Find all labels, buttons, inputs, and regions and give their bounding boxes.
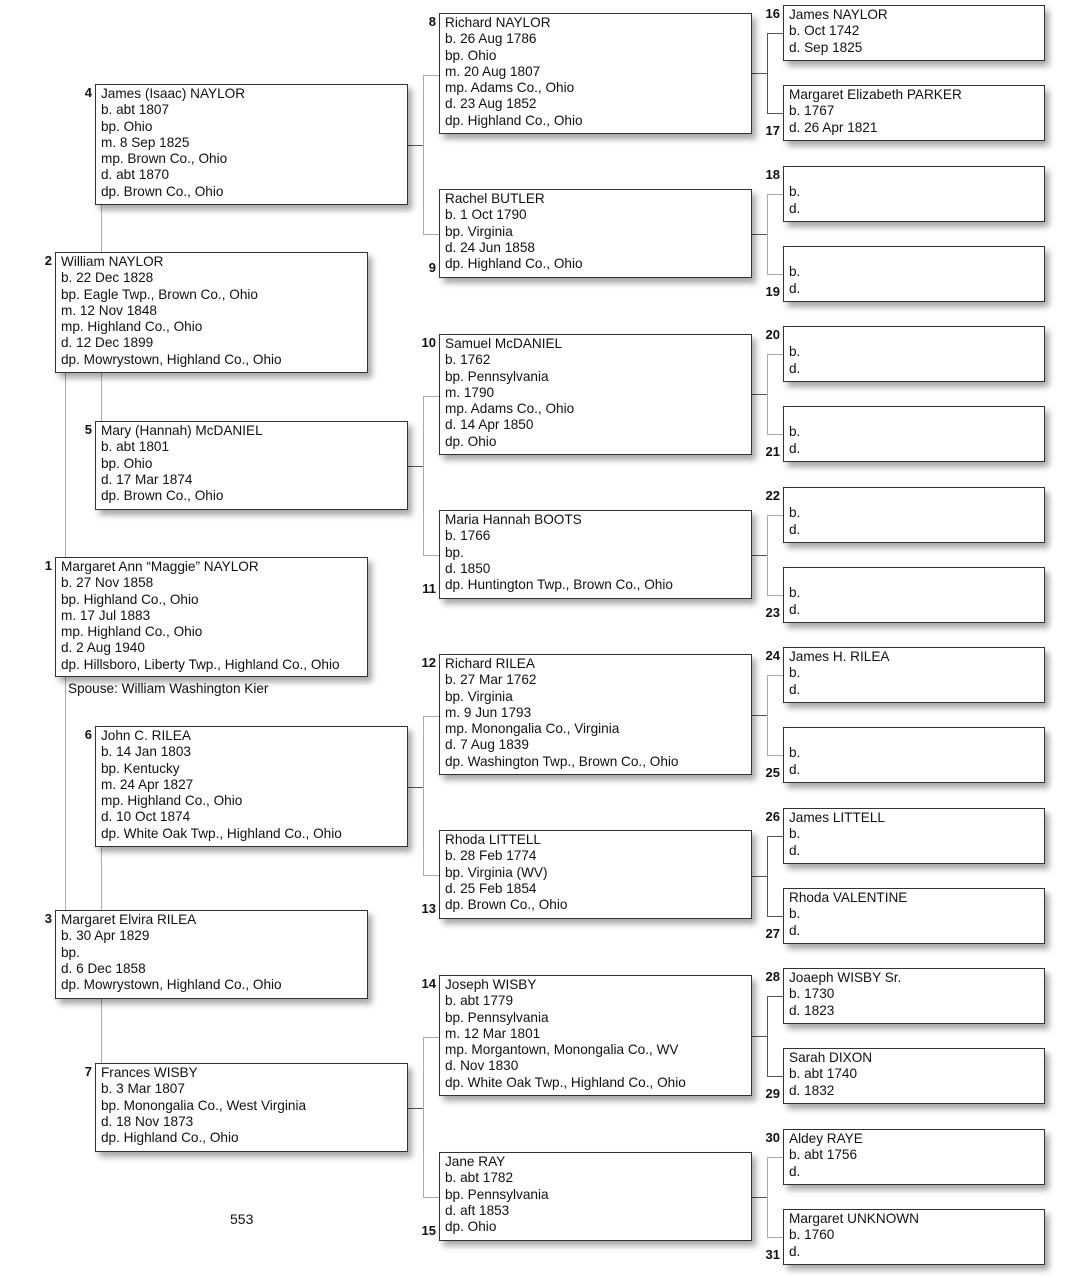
person-detail: mp. Adams Co., Ohio (445, 401, 575, 417)
person-box-24[interactable] (783, 647, 1045, 703)
person-detail: d. 6 Dec 1858 (61, 960, 146, 976)
person-detail: bp. Eagle Twp., Brown Co., Ohio (61, 286, 258, 302)
person-box-29[interactable] (783, 1048, 1045, 1104)
person-detail: b. 1760 (789, 1227, 835, 1243)
person-detail: d. (789, 1243, 801, 1259)
connector-line (767, 836, 768, 916)
person-detail: bp. Ohio (101, 455, 153, 471)
connector-line (752, 394, 767, 395)
person-detail: d. 25 Feb 1854 (445, 880, 537, 896)
person-detail: dp. White Oak Twp., Highland Co., Ohio (445, 1074, 686, 1090)
ahnentafel-number: 8 (428, 14, 436, 29)
person-detail: d. 1823 (789, 1002, 835, 1018)
person-detail: b. abt 1807 (101, 102, 170, 118)
person-name: Joaeph WISBY Sr. (789, 970, 902, 985)
person-detail: b. 1730 (789, 986, 835, 1002)
person-detail: dp. White Oak Twp., Highland Co., Ohio (101, 825, 342, 841)
person-box-8[interactable] (439, 13, 752, 134)
person-name: Margaret Elvira RILEA (61, 912, 197, 927)
person-detail: b. abt 1801 (101, 439, 170, 455)
person-detail: dp. Huntington Twp., Brown Co., Ohio (445, 577, 673, 593)
connector-line (767, 675, 768, 755)
connector-line (767, 194, 768, 274)
person-detail: d. 23 Aug 1852 (445, 96, 537, 112)
connector-line (423, 716, 439, 717)
person-detail: mp. Highland Co., Ohio (61, 624, 203, 640)
person-detail: b. (789, 424, 801, 440)
person-detail: bp. (445, 544, 464, 560)
ahnentafel-number: 4 (84, 85, 92, 100)
person-name: James NAYLOR (789, 7, 888, 22)
person-detail: b. 22 Dec 1828 (61, 270, 154, 286)
person-detail: d. 1832 (789, 1082, 835, 1098)
person-detail: b. 14 Jan 1803 (101, 744, 191, 760)
person-box-26[interactable] (783, 808, 1045, 864)
person-detail: bp. Ohio (101, 118, 153, 134)
person-detail: m. 1790 (445, 384, 495, 400)
person-detail: mp. Monongalia Co., Virginia (445, 721, 620, 737)
person-detail: d. Sep 1825 (789, 39, 863, 55)
connector-line (767, 1157, 768, 1237)
person-box-9[interactable] (439, 189, 752, 278)
person-detail: b. (789, 906, 801, 922)
person-name (789, 489, 1044, 505)
person-box-5[interactable] (95, 421, 408, 510)
person-box-30[interactable] (783, 1129, 1045, 1185)
person-detail: mp. Morgantown, Monongalia Co., WV (445, 1042, 679, 1058)
person-detail: m. 24 Apr 1827 (101, 776, 194, 792)
person-detail: bp. Ohio (445, 47, 497, 63)
person-name: Jane RAY (445, 1154, 506, 1169)
person-name (789, 569, 1044, 585)
person-name (789, 408, 1044, 424)
person-box-15[interactable] (439, 1152, 752, 1241)
person-detail: m. 17 Jul 1883 (61, 607, 151, 623)
connector-line (767, 836, 783, 837)
person-box-23[interactable] (783, 567, 1045, 623)
person-detail: dp. Mowrystown, Highland Co., Ohio (61, 977, 282, 993)
person-detail: d. (789, 601, 801, 617)
person-detail: m. 12 Nov 1848 (61, 302, 157, 318)
person-detail: b. 28 Feb 1774 (445, 848, 537, 864)
connector-line (767, 996, 768, 1076)
ahnentafel-number: 9 (428, 260, 436, 275)
person-detail: mp. Highland Co., Ohio (61, 319, 203, 335)
connector-line (767, 354, 783, 355)
ahnentafel-number: 22 (765, 488, 780, 503)
connector-line (752, 73, 767, 74)
connector-line (767, 33, 783, 34)
person-detail: b. abt 1756 (789, 1147, 858, 1163)
person-detail: b. 27 Mar 1762 (445, 672, 537, 688)
person-detail: dp. Ohio (445, 1219, 497, 1235)
person-detail: d. 7 Aug 1839 (445, 737, 529, 753)
person-box-16[interactable] (783, 5, 1045, 61)
person-detail: mp. Brown Co., Ohio (101, 151, 228, 167)
ahnentafel-number: 26 (765, 809, 780, 824)
ahnentafel-number: 17 (765, 123, 780, 138)
ahnentafel-number: 19 (765, 284, 780, 299)
person-detail: m. 12 Mar 1801 (445, 1025, 541, 1041)
person-name (789, 248, 1044, 264)
connector-line (767, 354, 768, 434)
person-detail: d. (789, 1163, 801, 1179)
person-box-31[interactable] (783, 1209, 1045, 1265)
person-detail: b. abt 1782 (445, 1170, 514, 1186)
person-name: John C. RILEA (101, 728, 191, 743)
person-detail: d. (789, 440, 801, 456)
person-name (789, 729, 1044, 745)
person-detail: d. abt 1870 (101, 167, 170, 183)
connector-line (767, 996, 783, 997)
person-detail: mp. Adams Co., Ohio (445, 80, 575, 96)
person-detail: dp. Mowrystown, Highland Co., Ohio (61, 351, 282, 367)
ahnentafel-number: 31 (765, 1247, 780, 1262)
person-name: Rhoda LITTELL (445, 832, 541, 847)
person-box-21[interactable] (783, 406, 1045, 462)
person-box-13[interactable] (439, 830, 752, 919)
person-box-11[interactable] (439, 510, 752, 599)
connector-line (767, 194, 783, 195)
person-detail: b. 27 Nov 1858 (61, 575, 154, 591)
ahnentafel-number: 1 (44, 558, 52, 573)
ahnentafel-number: 2 (44, 253, 52, 268)
person-detail: bp. Virginia (445, 223, 513, 239)
ahnentafel-number: 11 (422, 581, 436, 596)
connector-line (752, 1197, 767, 1198)
person-detail: d. (789, 681, 801, 697)
ahnentafel-number: 29 (765, 1086, 780, 1101)
connector-line (408, 145, 423, 146)
person-detail: dp. Brown Co., Ohio (101, 183, 224, 199)
person-name: Margaret Ann “Maggie” NAYLOR (61, 559, 259, 574)
person-detail: b. 1767 (789, 103, 835, 119)
person-box-27[interactable] (783, 888, 1045, 944)
person-name: James LITTELL (789, 810, 885, 825)
person-detail: d. (789, 922, 801, 938)
person-detail: d. (789, 761, 801, 777)
person-name (789, 168, 1044, 184)
person-detail: dp. Washington Twp., Brown Co., Ohio (445, 753, 679, 769)
ahnentafel-number: 16 (765, 6, 780, 21)
person-detail: bp. Pennsylvania (445, 1186, 549, 1202)
person-detail: b. Oct 1742 (789, 23, 860, 39)
person-detail: bp. Virginia (445, 688, 513, 704)
person-name: Joseph WISBY (445, 977, 537, 992)
person-detail: dp. Ohio (445, 433, 497, 449)
person-box-18[interactable] (783, 166, 1045, 222)
person-name: Frances WISBY (101, 1065, 198, 1080)
connector-line (767, 515, 768, 595)
person-detail: bp. Monongalia Co., West Virginia (101, 1097, 307, 1113)
connector-line (752, 234, 767, 235)
connector-line (767, 515, 783, 516)
person-detail: b. (789, 264, 801, 280)
person-detail: d. aft 1853 (445, 1202, 510, 1218)
person-detail: b. 3 Mar 1807 (101, 1081, 185, 1097)
person-detail: dp. Brown Co., Ohio (101, 488, 224, 504)
ahnentafel-number: 20 (765, 327, 780, 342)
person-name: Rachel BUTLER (445, 191, 545, 206)
person-box-7[interactable] (95, 1063, 408, 1152)
person-detail: b. (789, 344, 801, 360)
person-detail: b. abt 1779 (445, 993, 514, 1009)
person-detail: m. 8 Sep 1825 (101, 134, 190, 150)
connector-line (767, 595, 783, 596)
ahnentafel-number: 6 (84, 727, 92, 742)
person-detail: bp. Highland Co., Ohio (61, 591, 199, 607)
person-name: James (Isaac) NAYLOR (101, 86, 246, 101)
person-name: Samuel McDANIEL (445, 336, 563, 351)
connector-line (767, 1157, 783, 1158)
person-box-4[interactable] (95, 84, 408, 205)
person-detail: dp. Brown Co., Ohio (445, 897, 568, 913)
person-detail: d. (789, 521, 801, 537)
person-detail: dp. Highland Co., Ohio (101, 1130, 239, 1146)
person-detail: b. (789, 585, 801, 601)
person-detail: d. 26 Apr 1821 (789, 119, 878, 135)
spouse-label: Spouse: William Washington Kier (68, 681, 269, 696)
connector-line (767, 274, 783, 275)
connector-line (423, 1197, 439, 1198)
person-detail: b. (789, 826, 801, 842)
ahnentafel-number: 13 (421, 901, 436, 916)
person-name: James H. RILEA (789, 649, 890, 664)
person-name: Richard NAYLOR (445, 15, 551, 30)
ahnentafel-number: 15 (421, 1223, 436, 1238)
ahnentafel-number: 12 (421, 655, 436, 670)
connector-line (767, 755, 783, 756)
connector-line (423, 1037, 424, 1197)
person-box-22[interactable] (783, 487, 1045, 543)
person-box-1[interactable] (55, 557, 368, 677)
person-detail: bp. Pennsylvania (445, 368, 549, 384)
person-box-10[interactable] (439, 334, 752, 455)
page-number: 553 (230, 1211, 254, 1227)
person-box-20[interactable] (783, 326, 1045, 382)
person-detail: bp. Kentucky (101, 760, 180, 776)
ahnentafel-number: 30 (765, 1130, 780, 1145)
connector-line (752, 1036, 767, 1037)
person-detail: b. 1762 (445, 352, 491, 368)
person-detail: bp. (61, 944, 80, 960)
person-name: Margaret Elizabeth PARKER (789, 87, 962, 102)
person-detail: b. (789, 184, 801, 200)
connector-line (767, 916, 783, 917)
person-detail: bp. Pennsylvania (445, 1009, 549, 1025)
connector-line (423, 75, 424, 234)
person-name: Maria Hannah BOOTS (445, 512, 582, 527)
person-detail: d. (789, 200, 801, 216)
person-detail: m. 9 Jun 1793 (445, 704, 532, 720)
person-detail: d. 1850 (445, 560, 491, 576)
ahnentafel-number: 10 (421, 335, 436, 350)
connector-line (767, 1237, 783, 1238)
connector-line (767, 434, 783, 435)
connector-line (752, 876, 767, 877)
ahnentafel-number: 25 (765, 765, 780, 780)
person-detail: b. 1 Oct 1790 (445, 207, 527, 223)
person-box-14[interactable] (439, 975, 752, 1096)
person-name (789, 328, 1044, 344)
connector-line (423, 716, 424, 875)
person-detail: b. abt 1740 (789, 1066, 858, 1082)
person-detail: d. (789, 360, 801, 376)
person-box-2[interactable] (55, 252, 368, 373)
person-detail: d. Nov 1830 (445, 1058, 519, 1074)
person-detail: b. 30 Apr 1829 (61, 928, 150, 944)
ahnentafel-number: 3 (44, 911, 52, 926)
ahnentafel-number: 14 (421, 976, 436, 991)
person-name: Rhoda VALENTINE (789, 890, 908, 905)
person-detail: b. (789, 745, 801, 761)
connector-line (423, 555, 439, 556)
person-detail: m. 20 Aug 1807 (445, 63, 541, 79)
ahnentafel-number: 21 (765, 444, 780, 459)
ahnentafel-number: 18 (765, 167, 780, 182)
person-detail: mp. Highland Co., Ohio (101, 793, 243, 809)
person-detail: dp. Hillsboro, Liberty Twp., Highland Co., Ohio (61, 656, 340, 672)
ahnentafel-number: 23 (765, 605, 780, 620)
person-name: Richard RILEA (445, 656, 535, 671)
connector-line (423, 875, 439, 876)
person-detail: dp. Highland Co., Ohio (445, 256, 583, 272)
connector-line (408, 1108, 423, 1109)
person-box-12[interactable] (439, 654, 752, 775)
person-detail: d. 10 Oct 1874 (101, 809, 191, 825)
connector-line (423, 396, 439, 397)
connector-line (752, 715, 767, 716)
person-box-19[interactable] (783, 246, 1045, 302)
person-box-17[interactable] (783, 85, 1045, 141)
person-detail: d. 24 Jun 1858 (445, 239, 535, 255)
person-detail: d. 12 Dec 1899 (61, 335, 154, 351)
connector-line (767, 113, 783, 114)
person-box-3[interactable] (55, 910, 368, 999)
person-detail: bp. Virginia (WV) (445, 864, 548, 880)
person-name: Aldey RAYE (789, 1131, 863, 1146)
person-name: Margaret UNKNOWN (789, 1211, 919, 1226)
connector-line (767, 675, 783, 676)
connector-line (423, 75, 439, 76)
person-detail: d. 2 Aug 1940 (61, 640, 145, 656)
person-name: Mary (Hannah) McDANIEL (101, 423, 263, 438)
ahnentafel-number: 7 (84, 1064, 92, 1079)
person-detail: dp. Highland Co., Ohio (445, 112, 583, 128)
person-box-28[interactable] (783, 968, 1045, 1024)
connector-line (752, 555, 767, 556)
ahnentafel-number: 28 (765, 969, 780, 984)
connector-line (408, 787, 423, 788)
person-detail: d. 14 Apr 1850 (445, 417, 534, 433)
ahnentafel-number: 5 (84, 422, 92, 437)
person-detail: b. 1766 (445, 528, 491, 544)
person-name: Sarah DIXON (789, 1050, 873, 1065)
connector-line (423, 1037, 439, 1038)
connector-line (423, 396, 424, 555)
person-detail: b. 26 Aug 1786 (445, 31, 537, 47)
person-name: William NAYLOR (61, 254, 164, 269)
person-detail: d. 17 Mar 1874 (101, 471, 193, 487)
person-detail: d. (789, 280, 801, 296)
person-box-6[interactable] (95, 726, 408, 847)
person-detail: b. (789, 505, 801, 521)
ahnentafel-number: 24 (765, 648, 780, 663)
ahnentafel-number: 27 (765, 926, 780, 941)
connector-line (767, 1076, 783, 1077)
connector-line (423, 234, 439, 235)
connector-line (408, 466, 423, 467)
person-detail: d. 18 Nov 1873 (101, 1113, 194, 1129)
connector-line (767, 33, 768, 113)
person-box-25[interactable] (783, 727, 1045, 783)
person-detail: d. (789, 842, 801, 858)
person-detail: b. (789, 665, 801, 681)
